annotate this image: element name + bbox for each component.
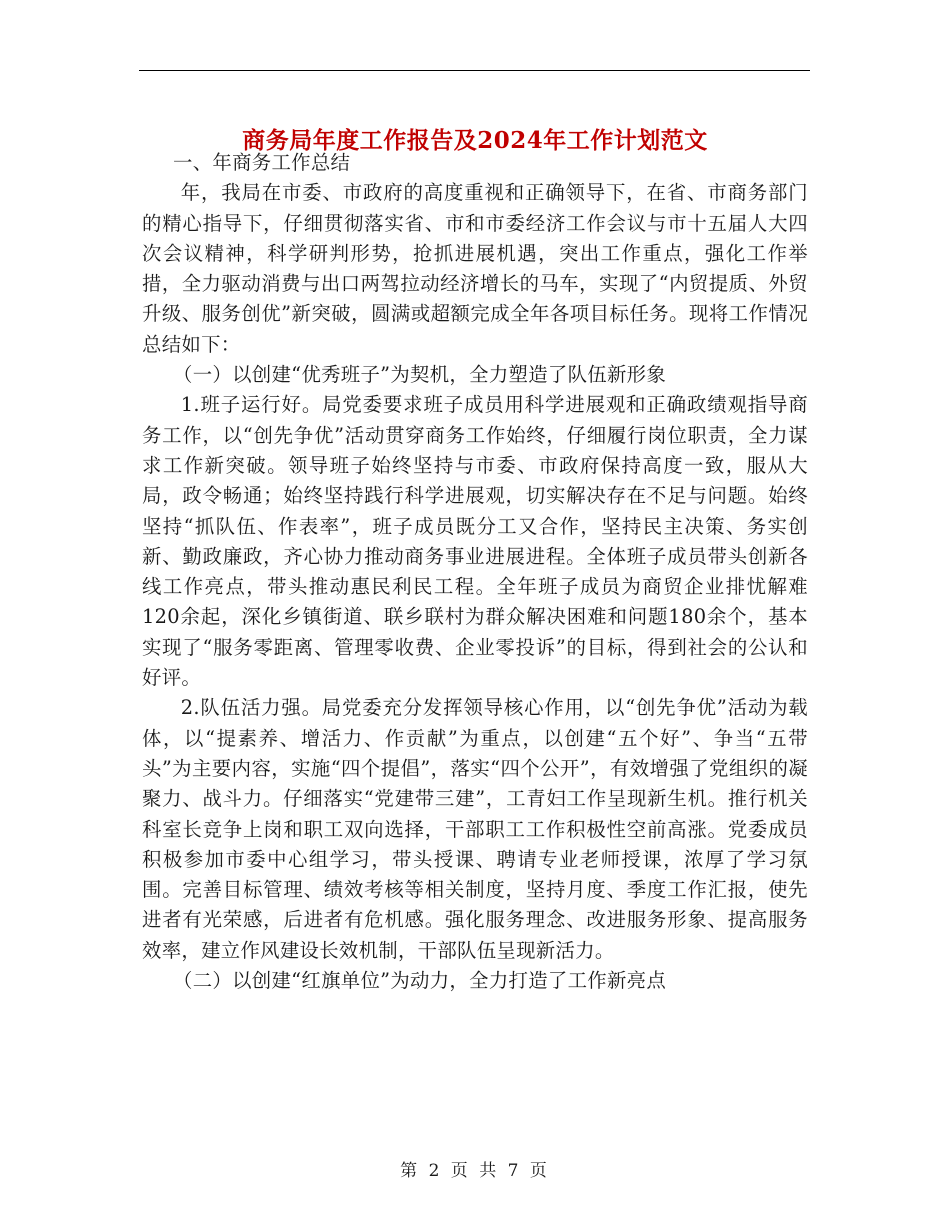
page-number: 第 2 页 共 7 页 [400,1161,550,1181]
paragraph-1: 年，我局在市委、市政府的高度重视和正确领导下，在省、市商务部门的精心指导下，仔细贯彻落实省、市和市委经济工作会议与市十五届人大四次会议精神，科学研判形势，抢抓进展机遇，突出工作重点，强化工作举措，全力驱动消费与出口两驾拉动经济增长的马车，实现了“内贸提质、外贸升级、服务创优”新突破，圆满或超额完成全年各项目标任务。现将工作情况总结如下： [142,181,808,356]
paragraph-0: 一、年商务工作总结 [173,151,351,174]
paragraph-2: （一）以创建“优秀班子”为契机，全力塑造了队伍新形象 [173,363,667,387]
paragraph-5: （二）以创建“红旗单位”为动力，全力打造了工作新亮点 [173,969,667,993]
header-rule [139,70,810,71]
paragraph-4: 2.队伍活力强。局党委充分发挥领导核心作用，以“创先争优”活动为载体，以“提素养、增活力、作贡献”为重点，以创建“五个好”、争当“五带头”为主要内容，实施“四个提倡”，落实“四个公开”，有效增强了党组织的凝聚力、战斗力。仔细落实“党建带三建”，工青妇工作呈现新生机。推行机关科室长竞争上岗和职工双向选择，干部职工工作积极性空前高涨。党委成员积极参加市委中心组学习，带头授课、聘请专业老师授课，浓厚了学习氛围。完善目标管理、绩效考核等相关制度，坚持月度、季度工作汇报，使先进者有光荣感，后进者有危机感。强化服务理念、改进服务形象、提高服务效率，建立作风建设长效机制，干部队伍呈现新活力。 [142,696,808,962]
document-body [142,148,808,996]
document-title: 商务局年度工作报告及2024年工作计划范文 [242,127,708,155]
paragraph-3: 1.班子运行好。局党委要求班子成员用科学进展观和正确政绩观指导商务工作，以“创先争优”活动贯穿商务工作始终，仔细履行岗位职责，全力谋求工作新突破。领导班子始终坚持与市委、市政府保持高度一致，服从大局，政令畅通；始终坚持践行科学进展观，切实解决存在不足与问题。始终坚持“抓队伍、作表率”，班子成员既分工又合作，坚持民主决策、务实创新、勤政廉政，齐心协力推动商务事业进展进程。全体班子成员带头创新各线工作亮点，带头推动惠民利民工程。全年班子成员为商贸企业排忧解难120余起，深化乡镇街道、联乡联村为群众解决困难和问题180余个，基本实现了“服务零距离、管理零收费、企业零投诉”的目标，得到社会的公认和好评。 [142,393,808,690]
